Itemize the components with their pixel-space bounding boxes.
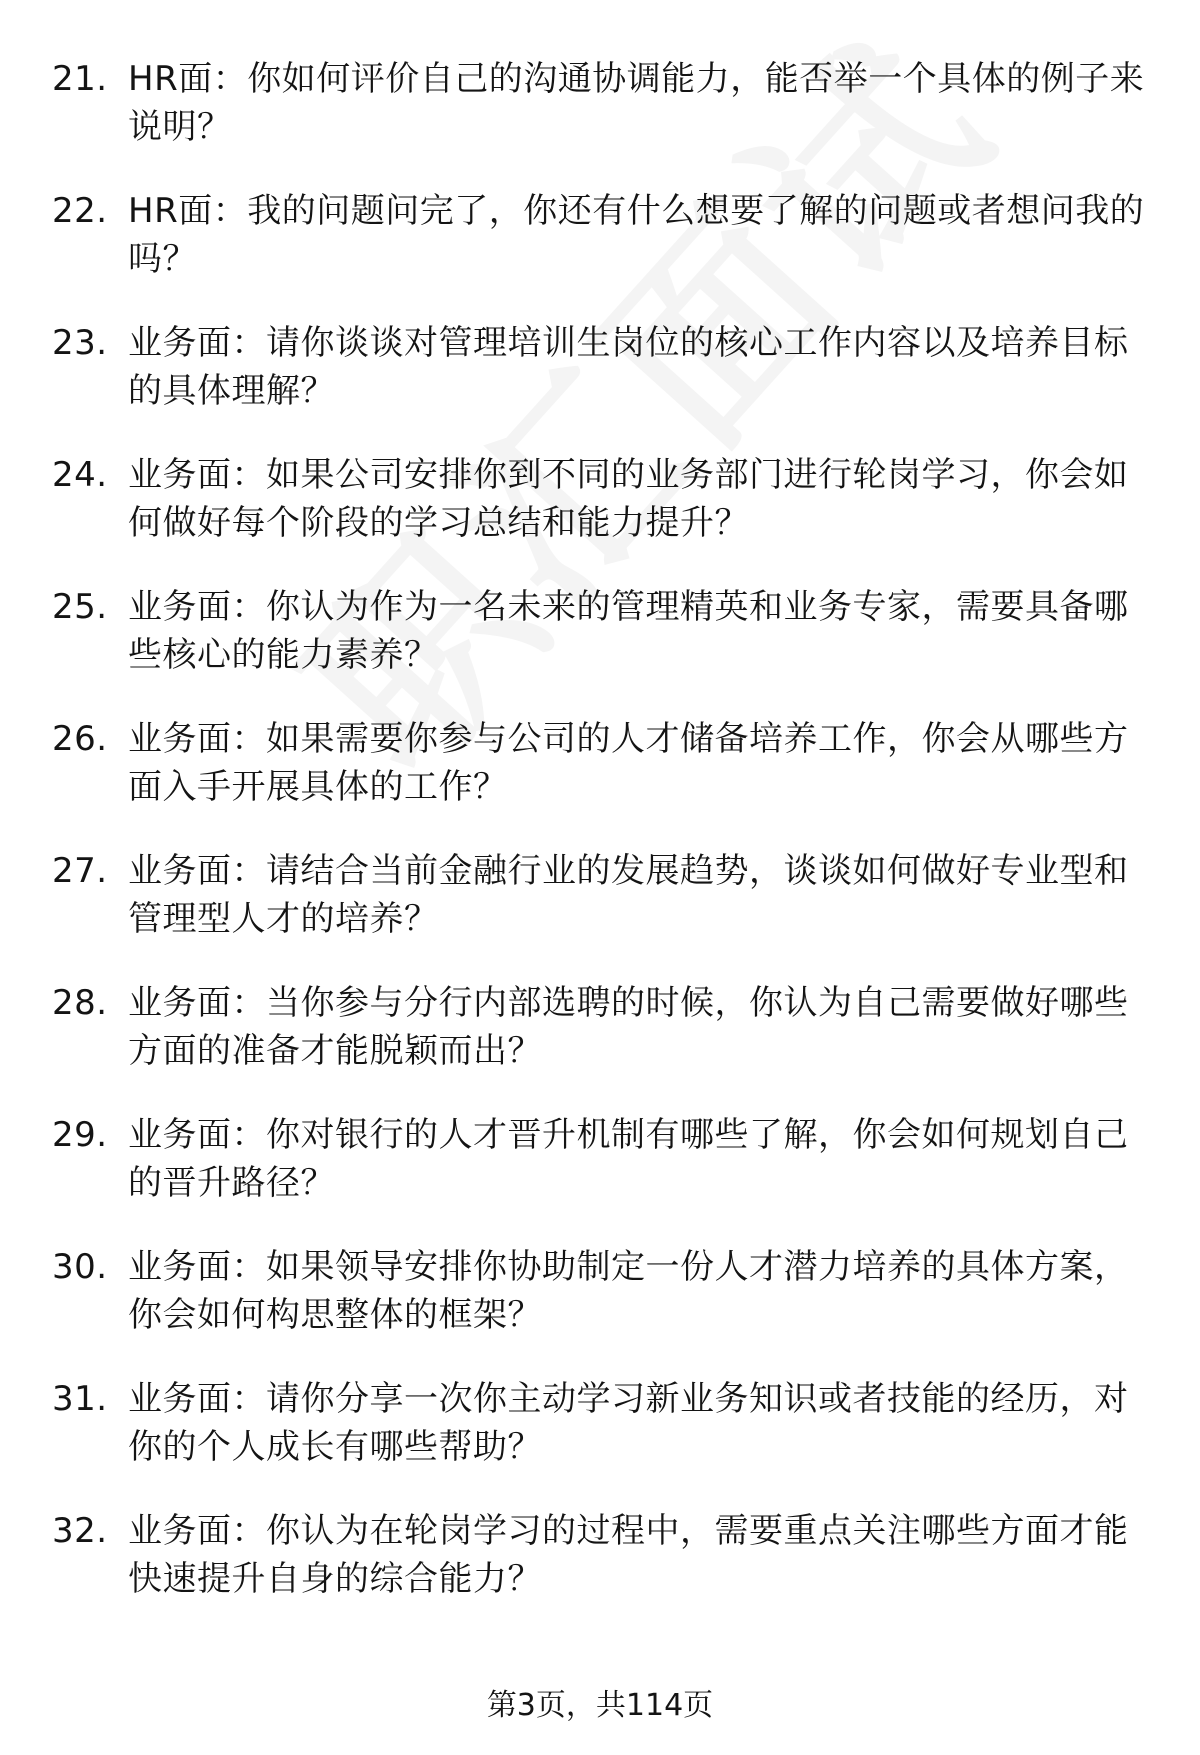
question-number: 31. (52, 1379, 108, 1419)
question-text: 业务面：你认为在轮岗学习的过程中，需要重点关注哪些方面才能快速提升自身的综合能力？ (128, 1511, 1129, 1599)
question-text: 业务面：如果需要你参与公司的人才储备培养工作，你会从哪些方面入手开展具体的工作？ (128, 719, 1129, 807)
list-item (0, 1243, 1200, 1347)
list-item (0, 319, 1200, 423)
question-text: 业务面：请你分享一次你主动学习新业务知识或者技能的经历，对你的个人成长有哪些帮助？ (128, 1379, 1129, 1467)
question-number: 23. (52, 323, 108, 363)
list-item (0, 1375, 1200, 1479)
question-number: 32. (52, 1511, 108, 1551)
question-number: 22. (52, 191, 108, 231)
list-item (0, 187, 1200, 291)
question-number: 29. (52, 1115, 108, 1155)
question-text: 业务面：当你参与分行内部选聘的时候，你认为自己需要做好哪些方面的准备才能脱颖而出？ (128, 983, 1129, 1071)
question-number: 27. (52, 851, 108, 891)
question-number: 24. (52, 455, 108, 495)
question-text: 业务面：如果公司安排你到不同的业务部门进行轮岗学习，你会如何做好每个阶段的学习总结和能力提升？ (128, 455, 1129, 543)
question-number: 21. (52, 59, 108, 99)
question-text: 业务面：如果领导安排你协助制定一份人才潜力培养的具体方案，你会如何构思整体的框架？ (128, 1247, 1129, 1335)
question-text: 业务面：请结合当前金融行业的发展趋势，谈谈如何做好专业型和管理型人才的培养？ (128, 851, 1129, 939)
list-item (0, 1111, 1200, 1215)
question-text: 业务面：你对银行的人才晋升机制有哪些了解，你会如何规划自己的晋升路径？ (128, 1115, 1129, 1203)
list-item (0, 451, 1200, 555)
list-item (0, 847, 1200, 951)
list-item (0, 55, 1200, 159)
question-text: 业务面：请你谈谈对管理培训生岗位的核心工作内容以及培养目标的具体理解？ (128, 323, 1129, 411)
list-item (0, 715, 1200, 819)
list-item (0, 979, 1200, 1083)
question-text: 业务面：你认为作为一名未来的管理精英和业务专家，需要具备哪些核心的能力素养？ (128, 587, 1129, 675)
question-number: 30. (52, 1247, 108, 1287)
page-footer: 第3页，共114页 (486, 1688, 714, 1723)
question-text: HR面：你如何评价自己的沟通协调能力，能否举一个具体的例子来说明？ (128, 59, 1145, 147)
question-number: 26. (52, 719, 108, 759)
question-list (0, 55, 1200, 1639)
list-item (0, 1507, 1200, 1611)
question-number: 28. (52, 983, 108, 1023)
question-number: 25. (52, 587, 108, 627)
question-text: HR面：我的问题问完了，你还有什么想要了解的问题或者想问我的吗？ (128, 191, 1145, 279)
list-item (0, 583, 1200, 687)
